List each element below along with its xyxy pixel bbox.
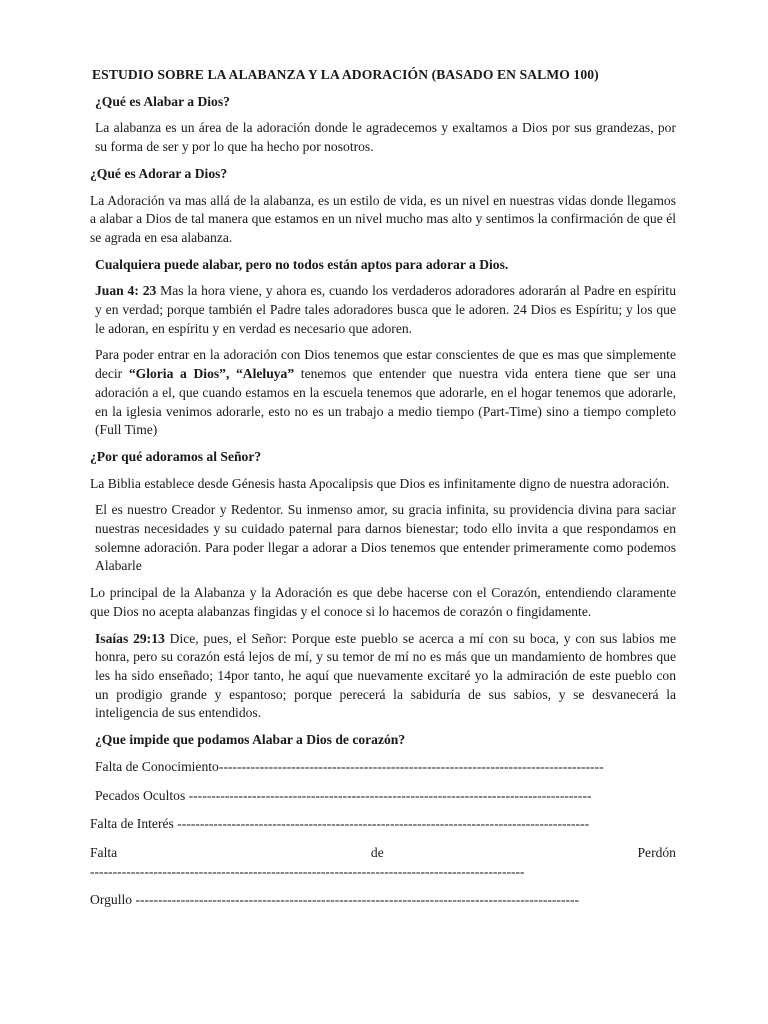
paragraph-john-verse bbox=[90, 282, 676, 338]
quote-gloria-aleluya: “Gloria a Dios”, “Aleluya” bbox=[128, 366, 295, 382]
paragraph-enter-worship-part1: Para poder entrar en la adoración con Dios tenemos que estar conscientes de que es mas que simplemente decir bbox=[95, 347, 676, 382]
paragraph-isaiah-verse bbox=[90, 630, 676, 724]
list-item-lack-of-forgiveness bbox=[90, 844, 676, 863]
verse-reference-john: Juan 4: 23 bbox=[95, 283, 157, 299]
heading-why-worship: ¿Por qué adoramos al Señor? bbox=[90, 448, 262, 464]
heading-what-is-praise: ¿Qué es Alabar a Dios? bbox=[95, 93, 230, 109]
heading-what-is-worship: ¿Qué es Adorar a Dios? bbox=[90, 165, 228, 181]
paragraph-worship-definition: La Adoración va mas allá de la alabanza, es un estilo de vida, es un nivel en nuestras vidas donde llegamos a alabar a Dios de tal manera que estamos en un nivel mucho mas alto y sentimos la confirmación de que él se agrada en esa alabanza. bbox=[90, 192, 676, 245]
verse-reference-isaiah: Isaías 29:13 bbox=[95, 630, 165, 646]
heading-what-prevents: ¿Que impide que podamos Alabar a Dios de corazón? bbox=[95, 732, 406, 748]
statement-anyone-can-praise: Cualquiera puede alabar, pero no todos están aptos para adorar a Dios. bbox=[95, 256, 509, 272]
verse-text-john: Mas la hora viene, y ahora es, cuando los verdaderos adoradores adorarán al Padre en espíritu y en verdad; porque también el Padre tales adoradores busca que le adoren. 24 Dios es Espíritu; y los que le adoran, en espíritu y en verdad es necesario que adoren. bbox=[95, 283, 676, 336]
verse-text-isaiah: Dice, pues, el Señor: Porque este pueblo se acerca a mí con su boca, y con sus labios me honra, pero su corazón está lejos de mí, y su temor de mí no es más que un mandamiento de hombres que les ha sido enseñado; 14por tanto, he aquí que nuevamente excitaré yo la admiración de este pueblo con un prodigio grande y espantoso; porque perecerá la sabiduría de sus sabios, y se desvanecerá la inteligencia de sus entendidos. bbox=[95, 630, 676, 721]
list-item-lack-of-forgiveness-word1: Falta bbox=[90, 844, 118, 860]
list-item-lack-of-forgiveness-dashes: ------------------------------------------------------------------------------------------------ bbox=[90, 863, 525, 879]
list-item-pride: Orgullo -------------------------------------------------------------------------------------------------- bbox=[90, 892, 580, 908]
paragraph-with-heart: Lo principal de la Alabanza y la Adoración es que debe hacerse con el Corazón, entendiendo claramente que Dios no acepta alabanzas fingidas y el conoce si lo hacemos de corazón o fingidamente. bbox=[90, 585, 676, 619]
document-title: ESTUDIO SOBRE LA ALABANZA Y LA ADORACIÓN (BASADO EN SALMO 100) bbox=[92, 67, 599, 82]
paragraph-praise-definition: La alabanza es un área de la adoración donde le agradecemos y exaltamos a Dios por sus grandezas, por su forma de ser y por lo que ha hecho por nosotros. bbox=[95, 120, 676, 155]
list-item-lack-of-interest: Falta de Interés ------------------------------------------------------------------------------------------- bbox=[90, 816, 590, 832]
paragraph-enter-worship-part2: tenemos que entender que nuestra vida entera tiene que ser una adoración a el, que cuando estamos en la escuela tenemos que adorarle, en el hogar tenemos que adorarle, en la iglesia venimos adorarle, esto no es un trabajo a medio tiempo (Part-Time) sino a tiempo completo (Full Time) bbox=[95, 366, 676, 438]
list-item-lack-of-forgiveness-word2: de bbox=[370, 844, 384, 860]
paragraph-enter-worship bbox=[90, 346, 676, 440]
paragraph-creator-redeemer: El es nuestro Creador y Redentor. Su inmenso amor, su gracia infinita, su providencia divina para saciar nuestras necesidades y su cuidado paternal para darnos bienestar; todo ello invita a que respondamos en solemne adoración. Para poder llegar a adorar a Dios tenemos que entender primeramente como podemos Alabarle bbox=[95, 502, 676, 574]
list-item-hidden-sins: Pecados Ocultos ----------------------------------------------------------------------------------------- bbox=[95, 787, 592, 803]
list-item-lack-of-knowledge: Falta de Conocimiento------------------------------------------------------------------------------------- bbox=[95, 758, 604, 774]
paragraph-bible-establishes: La Biblia establece desde Génesis hasta Apocalipsis que Dios es infinitamente digno de nuestra adoración. bbox=[90, 475, 670, 491]
list-item-lack-of-forgiveness-word3: Perdón bbox=[637, 844, 676, 860]
